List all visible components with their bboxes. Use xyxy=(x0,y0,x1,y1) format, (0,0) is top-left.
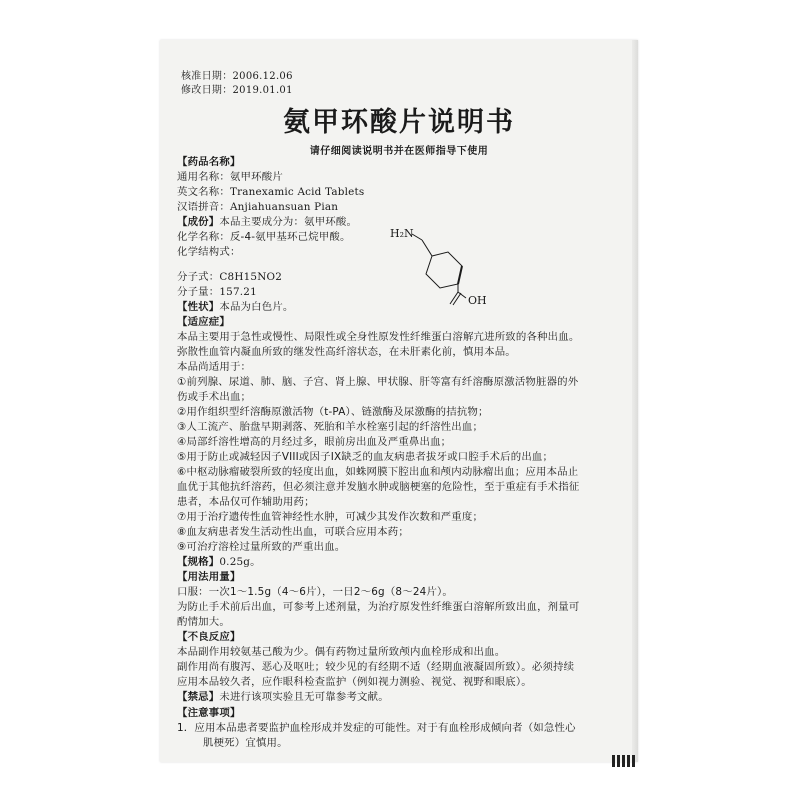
english-name: Tranexamic Acid Tablets xyxy=(229,186,365,198)
document-subtitle: 请仔细阅读说明书并在医师指导下使用 xyxy=(309,146,489,157)
hydroxyl-label: OH xyxy=(468,294,487,307)
section-dosage: 【用法用量】 xyxy=(177,571,241,583)
weight-label: 分子量： xyxy=(177,286,220,298)
approval-date: 2006.12.06 xyxy=(232,71,293,82)
carbonyl-bond-a xyxy=(450,292,458,304)
english-name-label: 英文名称： xyxy=(177,186,230,198)
indication-text-8: ④局部纤溶性增高的月经过多，眼前房出血及严重鼻出血； xyxy=(177,436,452,448)
indication-text-2: 弥散性血管内凝血所致的继发性高纤溶状态，在未肝素化前，慎用本品。 xyxy=(177,346,516,358)
dosage-text-1: 口服：一次1～1.5g（4～6片），一日2～6g（8～24片）。 xyxy=(177,586,454,598)
adverse-text-3: 应用本品较久者，应作眼科检查监护（例如视力测验、视觉、视野和眼底）。 xyxy=(177,676,532,688)
revision-date: 2019.01.01 xyxy=(232,85,293,96)
indication-text-4: ①前列腺、尿道、肺、脑、子宫、肾上腺、甲状腺、肝等富有纤溶酶原激活物脏器的外 xyxy=(177,376,579,388)
pinyin-label: 汉语拼音： xyxy=(177,201,230,213)
indication-text-14: ⑧血友病患者发生活动性出血，可联合应用本药； xyxy=(177,526,409,538)
composition-text: 本品主要成分为：氨甲环酸。 xyxy=(219,216,358,228)
revision-date-line xyxy=(181,81,293,96)
dosage-text-3: 酌情加大。 xyxy=(177,616,230,628)
indication-text-10: ⑥中枢动脉瘤破裂所致的轻度出血，如蛛网膜下腔出血和颅内动脉瘤出血；应用本品止 xyxy=(177,466,579,478)
carbonyl-bond-b xyxy=(453,293,461,305)
chemical-name: 化学名称：反-4-氨甲基环己烷甲酸。 xyxy=(177,231,351,243)
indication-text-11: 血优于其他抗纤溶药，但必须注意并发脑水肿或脑梗塞的危险性，至于重症有手术指征 xyxy=(177,481,580,493)
contraindication-line xyxy=(177,690,389,705)
nature-text: 本品为白色片。 xyxy=(219,301,294,313)
indication-text-3: 本品尚适用于： xyxy=(177,361,252,373)
wedge-bond xyxy=(458,266,462,284)
section-contraindications: 【禁忌】 xyxy=(177,691,220,703)
indication-text-6: ②用作组织型纤溶酶原激活物（t-PA）、链激酶及尿激酶的拮抗物； xyxy=(177,406,489,418)
approval-date-line xyxy=(181,67,293,82)
indication-text-7: ③人工流产、胎盘早期剥落、死胎和羊水栓塞引起的纤溶性出血； xyxy=(177,421,484,433)
indication-text-9: ⑤用于防止或减轻因子VIII或因子IX缺乏的血友病患者拔牙或口腔手术后的出血； xyxy=(177,451,554,463)
revision-date-label: 修改日期： xyxy=(181,85,233,96)
approval-date-label: 核准日期： xyxy=(181,71,233,82)
formula-line xyxy=(177,270,282,285)
formula-label: 分子式： xyxy=(177,271,220,283)
weight-line xyxy=(177,285,257,300)
spec-line xyxy=(177,555,261,570)
section-drug-name: 【药品名称】 xyxy=(177,156,241,168)
nature-line xyxy=(177,300,294,315)
section-adverse-reactions: 【不良反应】 xyxy=(177,631,241,643)
document-title: 氨甲环酸片说明书 xyxy=(283,107,515,138)
section-indications: 【适应症】 xyxy=(177,316,230,328)
cyclohexane-ring xyxy=(426,252,462,288)
contraindication-text: 未进行该项实验且无可靠参考文献。 xyxy=(219,691,389,703)
adverse-text-2: 副作用尚有腹泻、恶心及呕吐；较少见的有经期不适（经期血液凝固所致）。必须持续 xyxy=(177,661,575,673)
indication-text-5: 伤或手术出血； xyxy=(177,391,252,403)
molecular-weight: 157.21 xyxy=(219,286,257,298)
generic-name: 通用名称：氨甲环酸片 xyxy=(177,171,283,183)
adverse-text-1: 本品副作用较氨基己酸为少。偶有药物过量所致颅内血栓形成和出血。 xyxy=(177,646,506,658)
chemical-structure-label: 化学结构式： xyxy=(177,246,241,258)
indication-text-15: ⑨可治疗溶栓过量所致的严重出血。 xyxy=(177,541,346,553)
section-composition: 【成份】 xyxy=(177,216,220,228)
methylene-bond xyxy=(422,240,432,256)
section-specification: 【规格】 xyxy=(177,556,220,568)
dosage-text-2: 为防止手术前后出血，可参考上述剂量，为治疗原发性纤维蛋白溶解所致出血，剂量可 xyxy=(177,601,580,613)
pinyin-name: Anjiahuansuan Pian xyxy=(229,201,339,213)
section-nature: 【性状】 xyxy=(177,301,220,313)
precaution-text-1: 1．应用本品患者要监护血栓形成并发症的可能性。对于有血栓形成倾向者（如急性心 xyxy=(177,722,576,734)
composition-line xyxy=(177,215,357,230)
molecular-formula: C8H15NO2 xyxy=(219,271,283,283)
precaution-text-2: 肌梗死）宜慎用。 xyxy=(203,737,288,749)
indication-text-13: ⑦用于治疗遗传性血管神经性水肿，可减少其发作次数和严重度； xyxy=(177,511,484,523)
print-mark xyxy=(612,752,637,771)
english-name-line xyxy=(177,185,364,200)
pinyin-line xyxy=(177,200,338,215)
indication-text-12: 患者，本品仅可作辅助用药； xyxy=(177,496,315,508)
chemical-structure-diagram xyxy=(378,220,508,320)
section-precautions: 【注意事项】 xyxy=(177,707,241,719)
specification-value: 0.25g。 xyxy=(219,556,261,568)
indication-text-1: 本品主要用于急性或慢性、局限性或全身性原发性纤维蛋白溶解亢进所致的各种出血。 xyxy=(177,331,580,343)
amine-label: H₂N xyxy=(390,227,414,240)
